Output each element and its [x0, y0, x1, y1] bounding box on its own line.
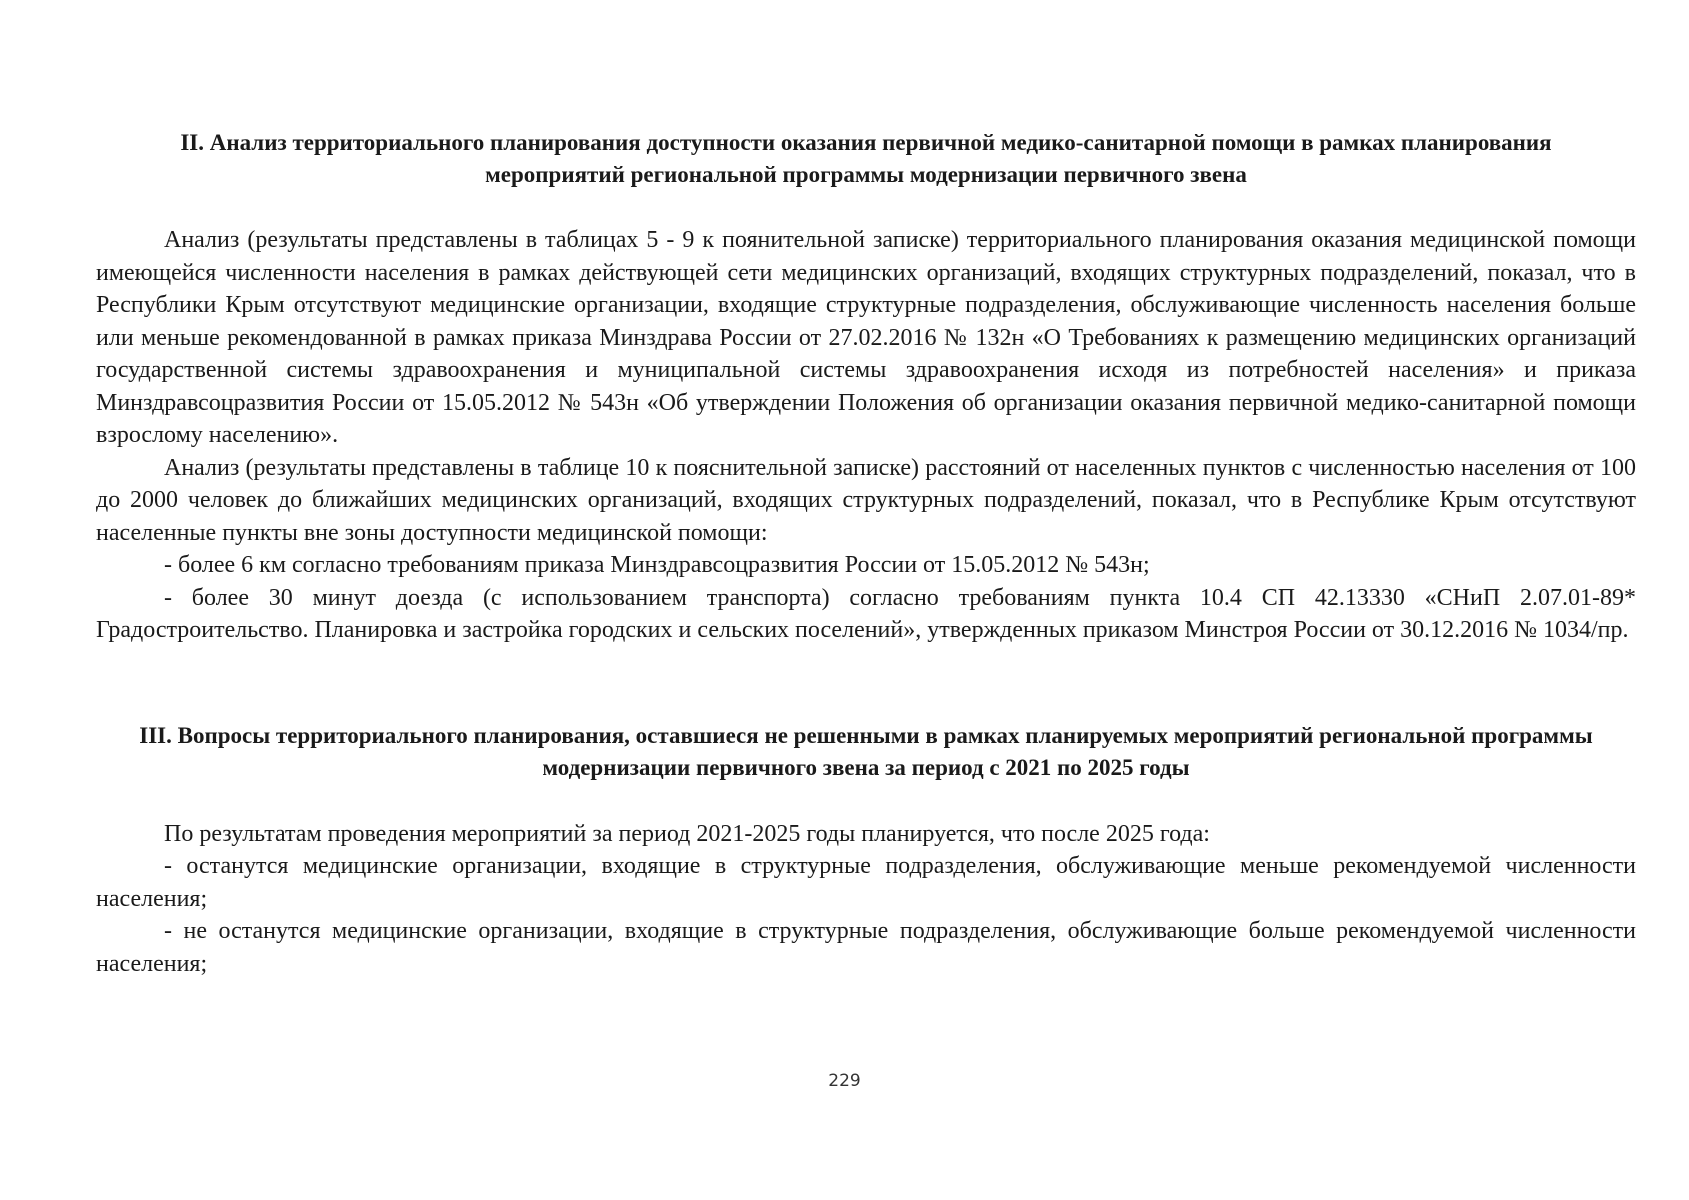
- paragraph: Анализ (результаты представлены в таблицах 5 - 9 к поянительной записке) территориального планирования оказания медицинской помощи имеющейся численности населения в рамках действующей сети медицинских организаций, входящих структурных подразделений, показал, что в Республики Крым отсутствуют медицинские организации, входящие структурные подразделения, обслуживающие численность населения больше или меньше рекомендованной в рамках приказа Минздрава России от 27.02.2016 № 132н «О Требованиях к размещению медицинских организаций государственной системы здравоохранения и муниципальной системы здравоохранения исходя из потребностей населения» и приказа Минздравсоцразвития России от 15.05.2012 № 543н «Об утверждении Положения об организации оказания первичной медико-санитарной помощи взрослому населению».: [96, 227, 1636, 448]
- page-content: [96, 127, 1636, 980]
- list-item: - не останутся медицинские организации, входящие в структурные подразделения, обслуживающие больше рекомендуемой численности населения;: [96, 918, 1636, 977]
- paragraph: Анализ (результаты представлены в таблице 10 к пояснительной записке) расстояний от населенных пунктов с численностью населения от 100 до 2000 человек до ближайших медицинских организаций, входящих структурных подразделений, показал, что в Республике Крым отсутствуют населенные пункты вне зоны доступности медицинской помощи:: [96, 454, 1636, 546]
- section-3-body: [96, 818, 1636, 981]
- paragraph: По результатам проведения мероприятий за период 2021-2025 годы планируется, что после 2025 года:: [164, 820, 1210, 847]
- list-item: - более 30 минут доезда (с использованием транспорта) согласно требованиям пункта 10.4 СП 42.13330 «СНиП 2.07.01-89* Градостроительство. Планировка и застройка городских и сельских поселений», утвержденных приказом Минстроя России от 30.12.2016 № 1034/пр.: [96, 584, 1636, 643]
- section-2-heading: II. Анализ территориального планирования доступности оказания первичной медико-санитарной помощи в рамках планирования мероприятий региональной программы модернизации первичного звена: [180, 130, 1552, 187]
- list-item: - останутся медицинские организации, входящие в структурные подразделения, обслуживающие меньше рекомендуемой численности населения;: [96, 853, 1636, 912]
- page-number: 229: [828, 1071, 861, 1091]
- section-2-body: [96, 224, 1636, 647]
- list-item: - более 6 км согласно требованиям приказа Минздравсоцразвития России от 15.05.2012 № 543н;: [164, 552, 1150, 578]
- section-3-heading: III. Вопросы территориального планирования, оставшиеся не решенными в рамках планируемых мероприятий региональной программы модернизации первичного звена за период с 2021 по 2025 годы: [139, 722, 1593, 780]
